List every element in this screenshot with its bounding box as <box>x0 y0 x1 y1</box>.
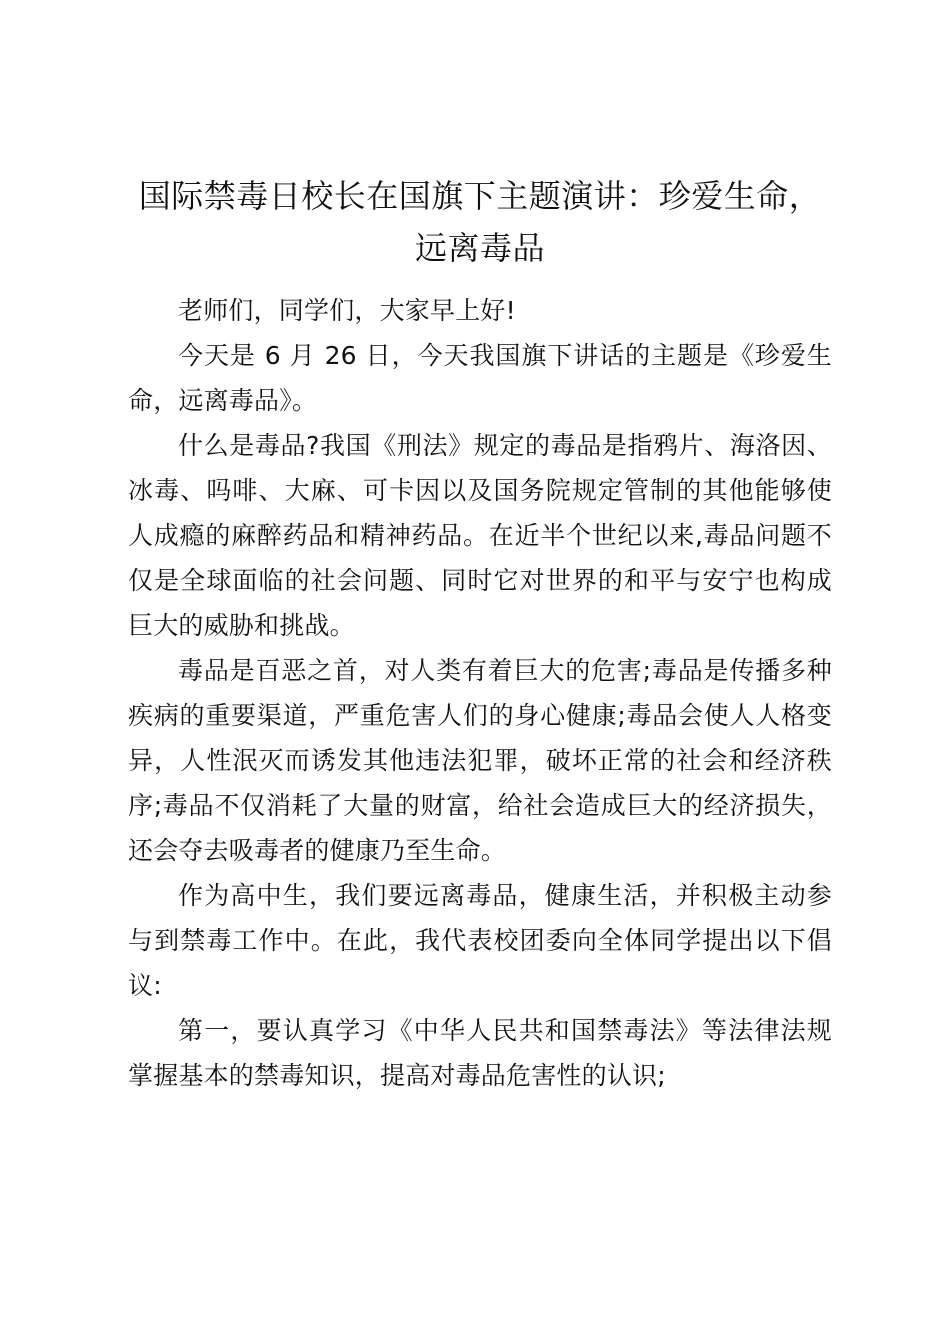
initiative-intro-paragraph: 作为高中生，我们要远离毒品，健康生活，并积极主动参与到禁毒工作中。在此，我代表校团委向全体同学提出以下倡议: <box>128 881 832 1000</box>
topic-paragraph: 今天是 6 月 26 日，今天我国旗下讲话的主题是《珍爱生命，远离毒品》。 <box>128 341 832 415</box>
document-title: 国际禁毒日校长在国旗下主题演讲：珍爱生命，远离毒品 <box>138 177 822 267</box>
document-body <box>128 170 832 1098</box>
drug-definition-paragraph: 什么是毒品?我国《刑法》规定的毒品是指鸦片、海洛因、冰毒、吗啡、大麻、可卡因以及国务院规定管制的其他能够使人成瘾的麻醉药品和精神药品。在近半个世纪以来,毒品问题不仅是全球面临的社会问题、同时它对世界的和平与安宁也构成巨大的威胁和挑战。 <box>128 431 832 640</box>
greeting-paragraph: 老师们，同学们，大家早上好! <box>178 296 516 325</box>
drug-harm-paragraph: 毒品是百恶之首，对人类有着巨大的危害;毒品是传播多种疾病的重要渠道，严重危害人们的身心健康;毒品会使人人格变异，人性泯灭而诱发其他违法犯罪，破坏正常的社会和经济秩序;毒品不仅消耗了大量的财富，给社会造成巨大的经济损失，还会夺去吸毒者的健康乃至生命。 <box>128 656 832 865</box>
first-initiative-paragraph: 第一，要认真学习《中华人民共和国禁毒法》等法律法规掌握基本的禁毒知识，提高对毒品危害性的认识; <box>128 1016 832 1090</box>
